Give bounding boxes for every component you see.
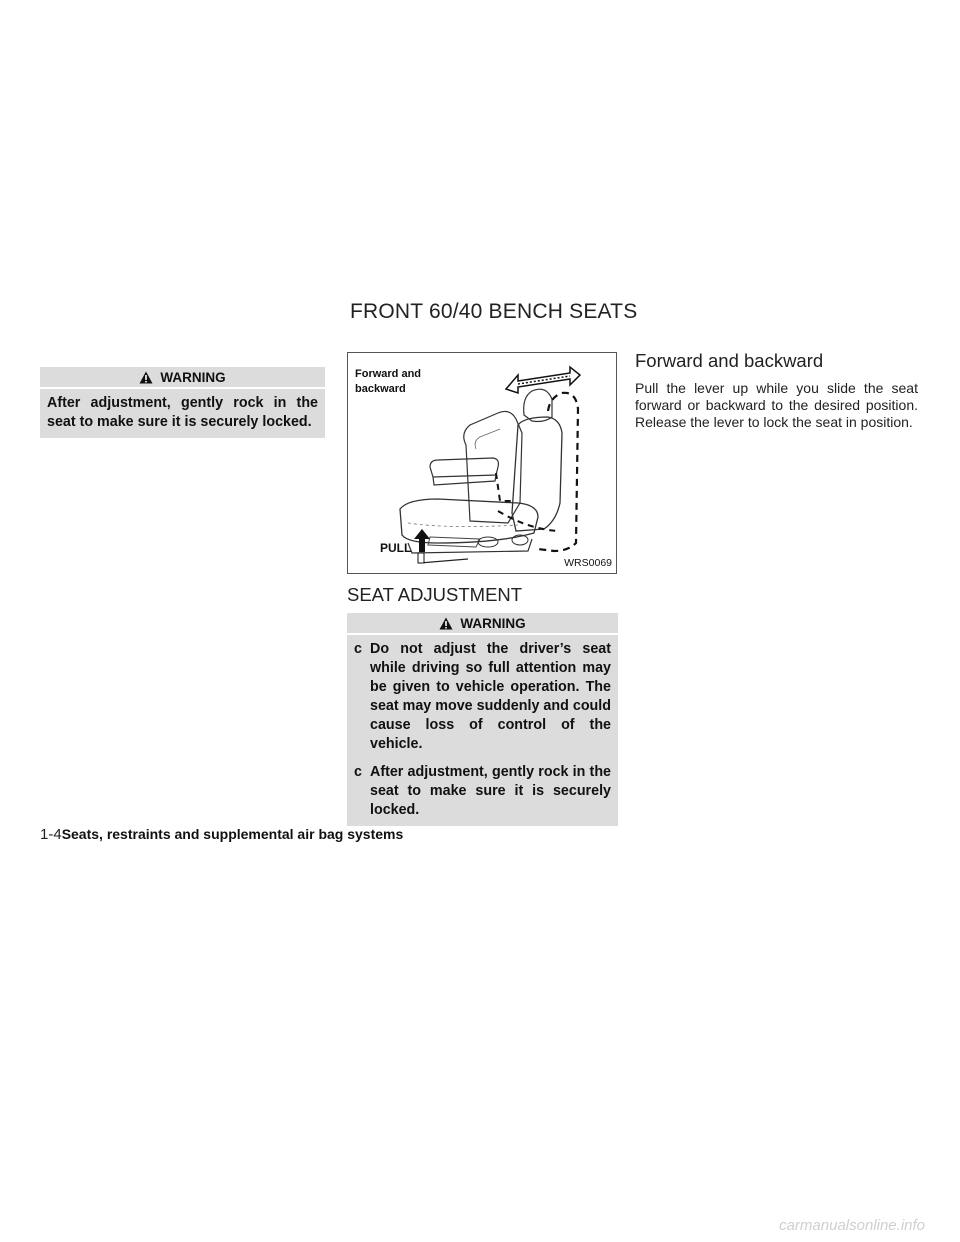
page-title: FRONT 60/40 BENCH SEATS — [350, 300, 638, 323]
bullet-text: After adjustment, gently rock in the seat to make sure it is securely locked. — [370, 764, 611, 818]
page-footer — [40, 826, 403, 843]
warning-heading: WARNING — [460, 615, 526, 631]
warning-header — [347, 613, 618, 635]
pull-up-arrow-icon — [414, 529, 430, 552]
forward-backward-text: Pull the lever up while you slide the seat forward or backward to the desired position. Release the lever to lock the seat in position. — [635, 380, 918, 430]
figure-code: WRS0069 — [564, 557, 612, 569]
warning-heading: WARNING — [160, 369, 226, 385]
warning-header — [40, 367, 325, 389]
left-warning-box — [40, 367, 325, 438]
list-item — [354, 763, 611, 820]
bullet-text: Do not adjust the driver’s seat while driving so full attention may be given to vehicle operation. The seat may move suddenly and could cause loss of control of the vehicle. — [370, 641, 611, 752]
bullet-glyph: c — [354, 764, 362, 780]
watermark: carmanualsonline.info — [779, 1217, 925, 1234]
seat-adjustment-heading: SEAT ADJUSTMENT — [347, 584, 523, 605]
warning-triangle-icon — [439, 617, 453, 630]
seat-drawing — [348, 353, 616, 573]
seat-illustration — [347, 352, 617, 574]
bullet-glyph: c — [354, 641, 362, 657]
pull-label: PULL — [380, 541, 412, 555]
warning-bullets — [347, 635, 618, 826]
chapter-title: Seats, restraints and supplemental air bag systems — [61, 826, 404, 842]
list-item — [354, 640, 611, 754]
warning-triangle-icon — [139, 371, 153, 384]
figure-label: Forward and backward — [355, 368, 422, 395]
seat-adjustment-warning-box — [347, 613, 618, 826]
page-number: 1-4 — [40, 826, 62, 843]
warning-text: After adjustment, gently rock in the seat to make sure it is securely locked. — [47, 395, 318, 430]
forward-backward-heading: Forward and backward — [635, 350, 824, 371]
